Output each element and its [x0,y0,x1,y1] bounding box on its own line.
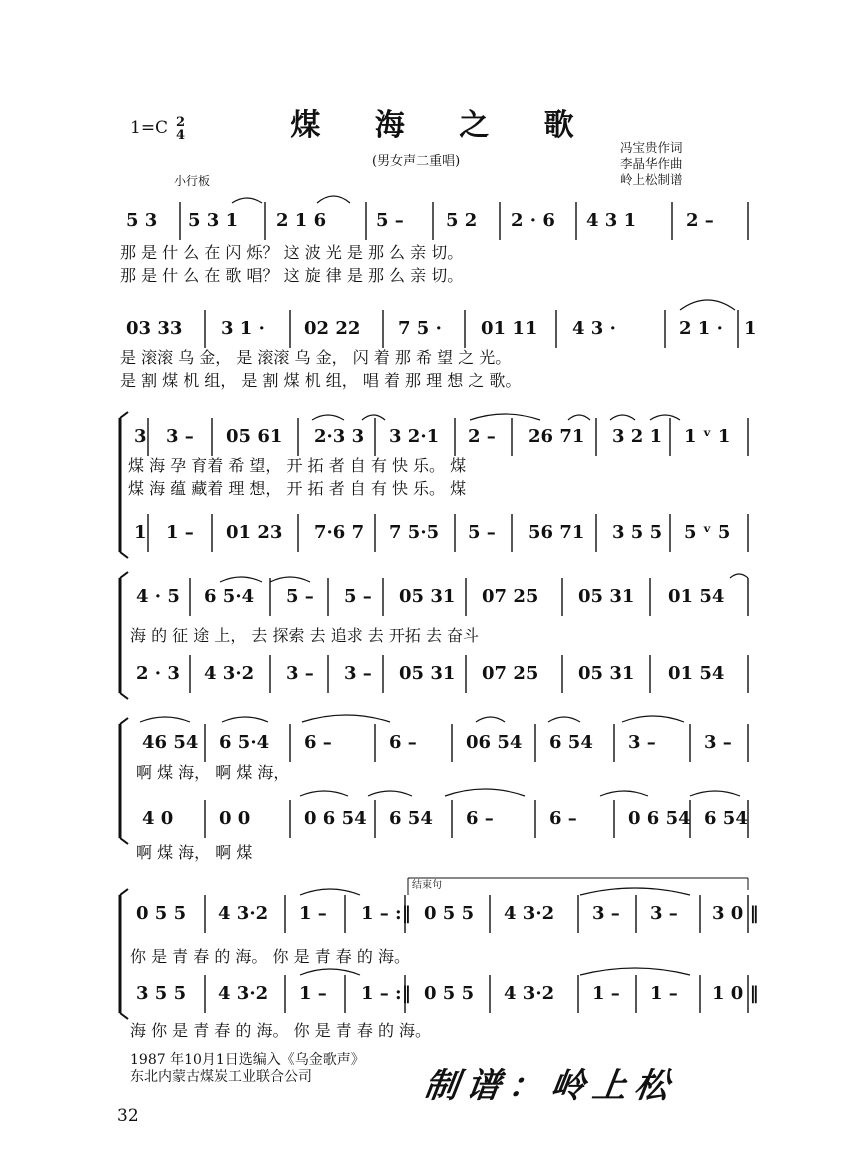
publication-line-2: 东北内蒙古煤炭工业联合公司 [130,1069,312,1085]
measure-notes-lower: 3 – [344,663,372,684]
measure-notes: 3 [134,426,147,447]
measure-notes: 3 – [592,903,620,924]
measure-notes: 3 – [650,903,678,924]
measure-notes: 2 · 6 [511,210,555,231]
slur [580,888,690,895]
measure-notes-lower: 4 3·2 [504,983,555,1004]
system-bracket [120,572,128,578]
measure-notes-lower: 1 – [166,522,194,543]
measure-notes-lower: 1 – :‖ [361,983,411,1004]
transcriber-credit: 岭上松制谱 [620,172,683,187]
measure-notes: 3 – [628,732,656,753]
song-title: 煤 海 之 歌 [290,108,596,143]
measure-notes: 6 54 [549,732,593,753]
measure-notes-lower: 05 31 [399,663,456,684]
measure-notes: 03 33 [126,318,183,339]
measure-notes-lower: 1 – [650,983,678,1004]
system-bracket [120,693,128,699]
slur [232,198,262,203]
measure-notes: 2 1 6 [276,210,327,231]
measure-notes: 01 54 [668,586,725,607]
measure-notes-lower: 3 – [286,663,314,684]
slur [730,574,748,578]
measure-notes: 3 2·1 [389,426,440,447]
measure-notes-lower: 05 31 [578,663,635,684]
measure-notes: 46 54 [142,732,199,753]
measure-notes-lower: 4 3·2 [218,983,269,1004]
slur [470,414,540,420]
measure-notes-lower: 6 54 [704,808,748,829]
slur [568,415,590,420]
slur [650,415,680,420]
measure-notes-lower: 7 5·5 [389,522,440,543]
lyricist-credit: 冯宝贵作词 [620,140,683,155]
measure-notes: 4 3·2 [504,903,555,924]
measure-notes-lower: 0 0 [219,808,251,829]
measure-notes-lower: 4 3·2 [204,663,255,684]
measure-notes: 26 71 [528,426,585,447]
slur [476,717,505,722]
measure-notes: 07 25 [482,586,539,607]
measure-notes: 05 31 [399,586,456,607]
measure-notes: 05 61 [226,426,283,447]
slur [312,415,344,420]
slur [270,577,310,582]
measure-notes: 0 5 5 [136,903,187,924]
measure-notes-lower: 01 54 [668,663,725,684]
slur [140,717,190,722]
lyric-line-lower: 海 你 是 青 春 的 海。 你 是 青 春 的 海。 [130,1021,432,1040]
measure-notes: 5 3 [126,210,158,231]
measure-notes: 3 0 ‖ [712,903,759,924]
measure-notes: 6 – [304,732,332,753]
slur [580,968,690,975]
measure-notes: 7 5 · [398,318,442,339]
measure-notes-lower: 4 0 [142,808,174,829]
measure-notes: 1 [744,318,757,339]
measure-notes-lower: 0 5 5 [424,983,475,1004]
lyric-line-lower: 啊 煤 海， 啊 煤 [136,843,253,862]
lyric-line: 是 滚滚 乌 金， 是 滚滚 乌 金， 闪 着 那 希 望 之 光。 [120,348,512,367]
measure-notes: 4 3·2 [218,903,269,924]
measure-notes: 6 5·4 [204,586,255,607]
key-signature: 1=C [130,118,169,138]
publication-line-1: 1987 年10月1日选编入《乌金歌声》 [130,1052,365,1068]
measure-notes: 6 – [389,732,417,753]
measure-notes: 1 – :‖ [361,903,411,924]
measure-notes-lower: 1 0 ‖ [712,983,759,1004]
measure-notes-lower: 7·6 7 [314,522,365,543]
measure-notes-lower: 3 5 5 [136,983,187,1004]
measure-notes: 3 – [166,426,194,447]
publication-note [130,1052,365,1086]
lyric-line: 那 是 什 么 在 歌 唱？ 这 旋 律 是 那 么 亲 切。 [120,266,464,285]
lyric-line: 你 是 青 春 的 海。 你 是 青 春 的 海。 [130,947,410,966]
measure-notes: 3 – [704,732,732,753]
measure-notes-lower: 1 – [299,983,327,1004]
measure-notes-lower: 6 – [466,808,494,829]
measure-notes: 3 2 1 [612,426,663,447]
slur [362,415,385,420]
measure-notes: 1 ᵛ 1 [684,426,731,447]
measure-notes: 5 – [376,210,404,231]
system-bracket [120,838,128,844]
measure-notes-lower: 5 – [468,522,496,543]
measure-notes: 4 3 1 [586,210,637,231]
measure-notes-lower: 6 54 [389,808,433,829]
lyric-line: 煤 海 蕴 藏着 理 想， 开 拓 者 自 有 快 乐。 煤 [128,479,467,498]
slur [622,716,684,722]
measure-notes: 4 · 5 [136,586,180,607]
measure-notes: 6 5·4 [219,732,270,753]
slur [300,969,360,975]
lyric-line: 那 是 什 么 在 闪 烁？ 这 波 光 是 那 么 亲 切。 [120,243,464,262]
slur [600,791,648,796]
lyric-line: 啊 煤 海， 啊 煤 海， [136,763,290,782]
measure-notes: 2 – [468,426,496,447]
measure-notes-lower: 01 23 [226,522,283,543]
measure-notes: 01 11 [481,318,538,339]
slur [445,789,525,796]
measure-notes-lower: 2 · 3 [136,663,180,684]
measure-notes-lower: 5 ᵛ 5 [684,522,731,543]
composer-credit: 李晶华作曲 [620,156,683,171]
lyric-line: 是 割 煤 机 组， 是 割 煤 机 组， 唱 着 那 理 想 之 歌。 [120,371,522,390]
measure-notes: 5 – [286,586,314,607]
system-bracket [120,718,128,724]
measure-notes-lower: 07 25 [482,663,539,684]
lyric-line: 煤 海 孕 育着 希 望， 开 拓 者 自 有 快 乐。 煤 [128,456,467,475]
slur [220,577,262,582]
measure-notes: 05 31 [578,586,635,607]
measure-notes: 3 1 · [221,318,265,339]
ending-label: 结束句 [412,880,442,891]
slur [302,715,390,722]
slur [610,415,635,420]
slur [548,717,580,722]
measure-notes: 2·3 3 [314,426,365,447]
measure-notes-lower: 1 [134,522,147,543]
measure-notes-lower: 6 – [549,808,577,829]
lyric-line: 海 的 征 途 上， 去 探索 去 追求 去 开拓 去 奋斗 [130,626,480,645]
tempo-marking: 小行板 [174,174,211,188]
system-bracket [120,889,128,895]
measure-notes: 5 – [344,586,372,607]
system-bracket [120,412,128,418]
time-signature-numerator: 2 [176,115,186,130]
measure-notes: 1 – [299,903,327,924]
slur [222,717,268,722]
transcriber-signature: 制谱：岭上松 [421,1066,680,1106]
time-signature-denominator: 4 [176,128,186,143]
measure-notes: 06 54 [466,732,523,753]
slur [317,196,350,203]
measure-notes: 0 5 5 [424,903,475,924]
measure-notes: 2 – [686,210,714,231]
measure-notes-lower: 56 71 [528,522,585,543]
measure-notes-lower: 3 5 5 [612,522,663,543]
system-bracket [120,1013,128,1019]
slur [690,791,740,796]
measure-notes-lower: 1 – [592,983,620,1004]
measure-notes: 2 1 · [679,318,723,339]
measure-notes: 5 2 [446,210,478,231]
song-subtitle: (男女声二重唱) [372,154,461,169]
slur [300,889,360,895]
measure-notes-lower: 0 6 54 [628,808,691,829]
slur [368,791,412,796]
slur [680,300,735,310]
slur [300,791,348,796]
measure-notes: 02 22 [304,318,361,339]
system-bracket [120,552,128,558]
measure-notes: 4 3 · [572,318,616,339]
page-number: 32 [117,1106,139,1126]
measure-notes-lower: 0 6 54 [304,808,367,829]
measure-notes: 5 3 1 [188,210,239,231]
